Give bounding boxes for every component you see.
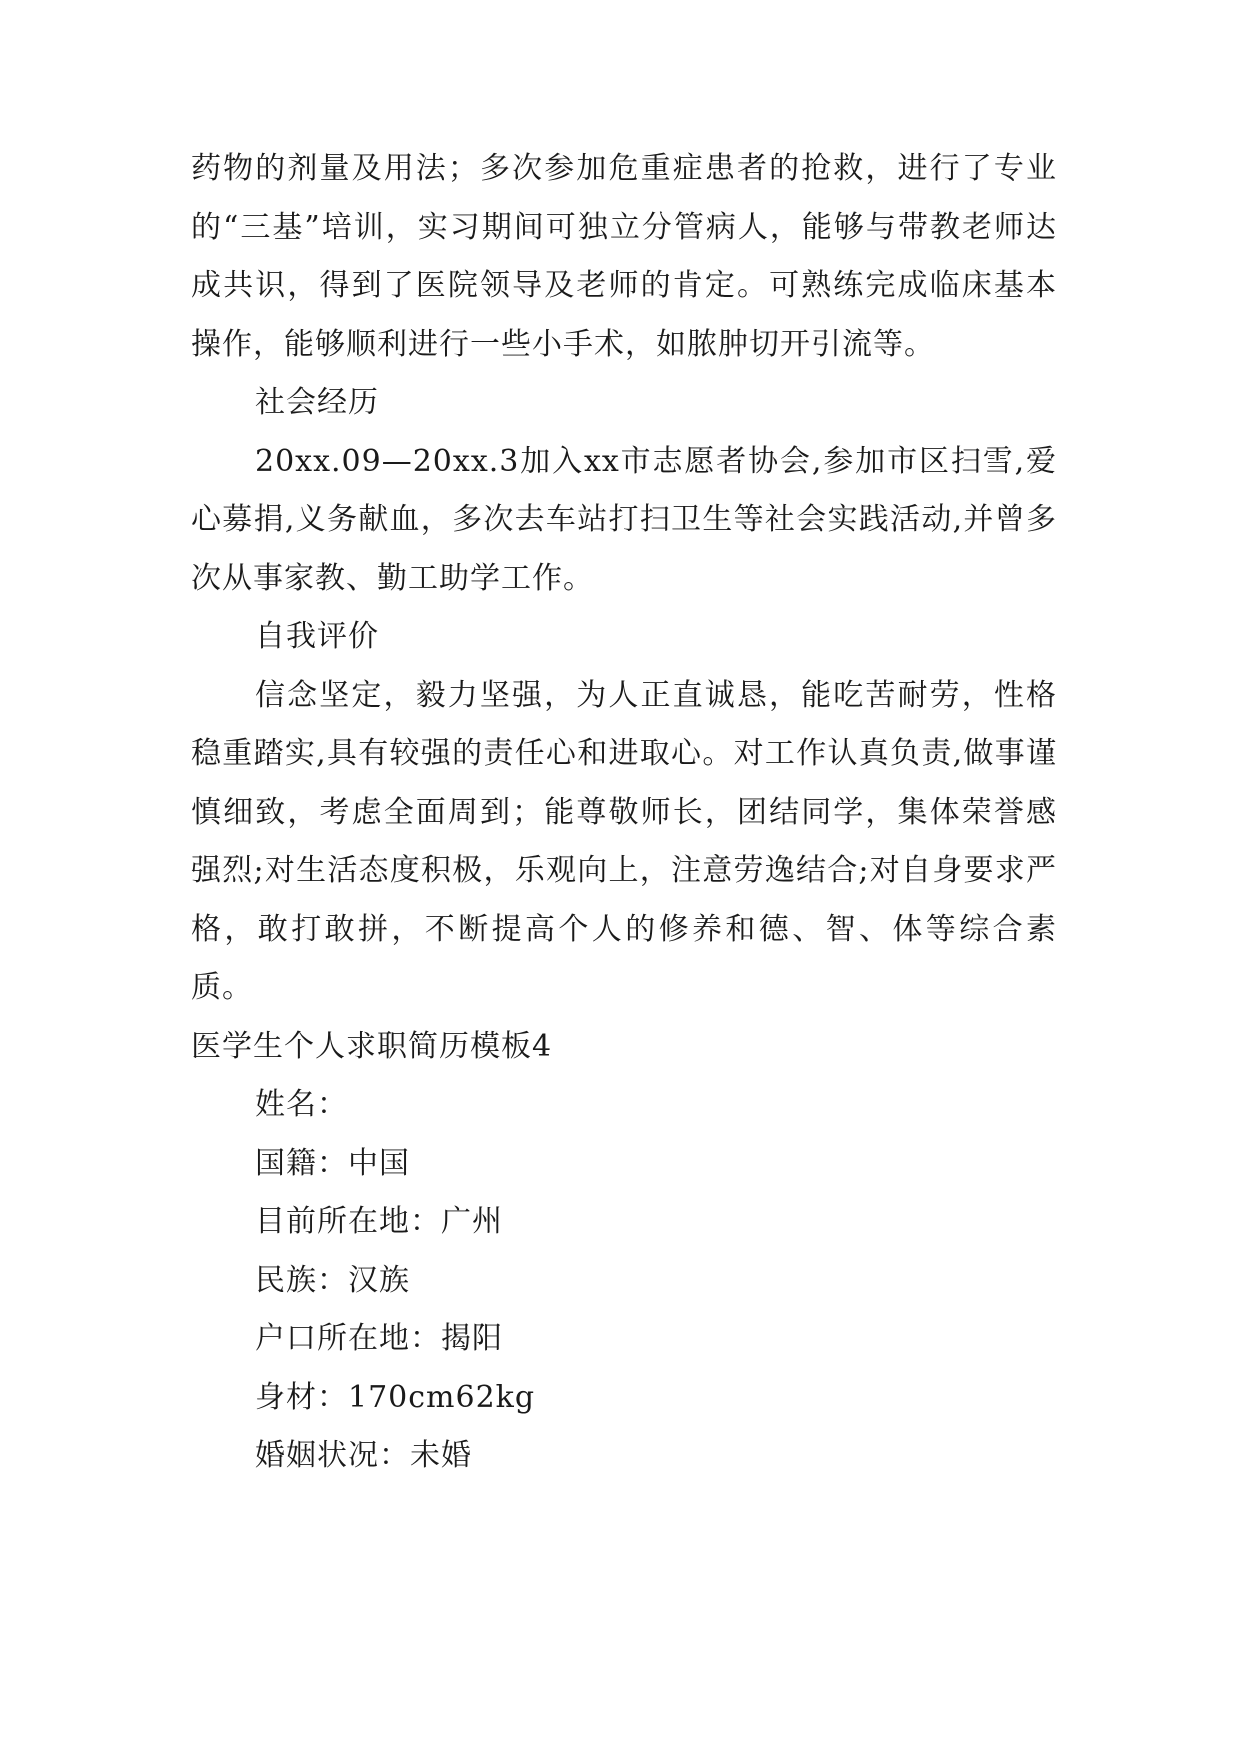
field-marital-status: 婚姻状况：未婚 <box>255 1438 472 1473</box>
document-page <box>191 140 1057 1486</box>
field-hukou: 户口所在地：揭阳 <box>255 1321 503 1356</box>
social-experience-paragraph: 20xx.09—20xx.3加入xx市志愿者协会,参加市区扫雪,爱心募捐,义务献血，多次去车站打扫卫生等社会实践活动,并曾多次从事家教、勤工助学工作。 <box>191 443 1057 596</box>
field-name: 姓名： <box>255 1087 348 1122</box>
self-evaluation-heading: 自我评价 <box>255 619 379 654</box>
self-evaluation-paragraph: 信念坚定，毅力坚强，为人正直诚恳，能吃苦耐劳，性格稳重踏实,具有较强的责任心和进取心。对工作认真负责,做事谨慎细致，考虑全面周到；能尊敬师长，团结同学，集体荣誉感强烈;对生活态度积极，乐观向上，注意劳逸结合;对自身要求严格，敢打敢拼，不断提高个人的修养和德、智、体等综合素质。 <box>191 677 1057 1005</box>
field-ethnicity: 民族：汉族 <box>255 1262 410 1298</box>
internship-paragraph: 药物的剂量及用法；多次参加危重症患者的抢救，进行了专业的“三基”培训，实习期间可独立分管病人，能够与带教老师达成共识，得到了医院领导及老师的肯定。可熟练完成临床基本操作，能够顺利进行一些小手术，如脓肿切开引流等。 <box>191 151 1057 362</box>
field-body: 身材：170cm62kg <box>255 1379 536 1415</box>
social-experience-heading: 社会经历 <box>255 385 379 420</box>
resume-template-title: 医学生个人求职简历模板4 <box>191 1028 553 1064</box>
field-nationality: 国籍：中国 <box>255 1145 410 1181</box>
field-location: 目前所在地：广州 <box>255 1204 503 1239</box>
